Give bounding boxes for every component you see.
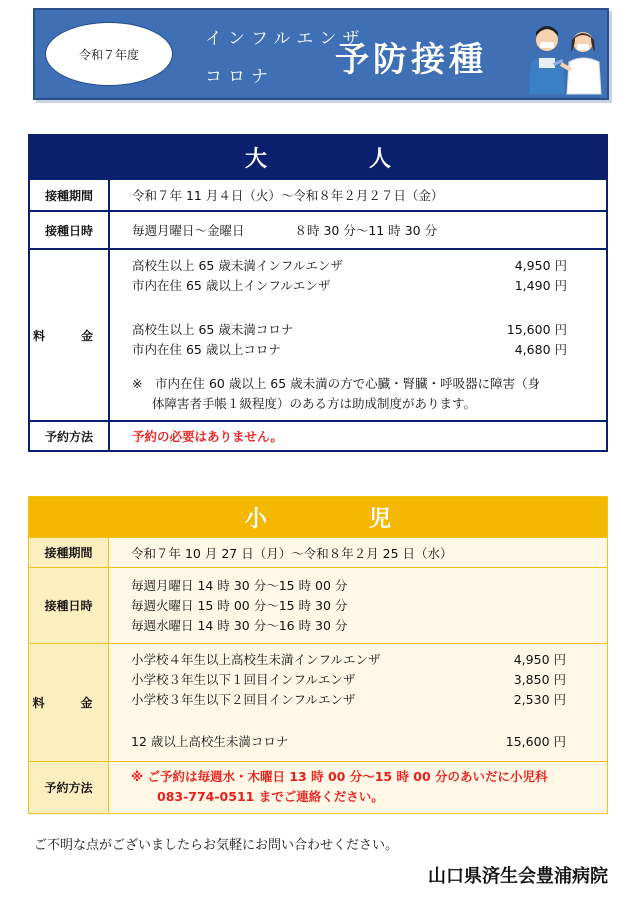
child-reservation-row [29, 761, 607, 813]
child-datetime-row [29, 567, 607, 643]
child-fee-row [29, 643, 607, 761]
adult-reservation-value: 予約の必要はありません。 [132, 429, 283, 444]
adult-fee-item: 高校生以上 65 歳未満インフルエンザ 4,950 円 [132, 258, 567, 273]
adult-period-row [30, 178, 606, 210]
vaccination-illustration-icon [525, 18, 605, 96]
adult-datetime-label: 接種日時 [30, 212, 110, 248]
child-datetime-line: 毎週月曜日 14 時 30 分～15 時 00 分 [131, 578, 348, 593]
child-datetime-line: 毎週火曜日 15 時 00 分～15 時 30 分 [131, 598, 348, 613]
child-fee-item: 小学校３年生以下１回目インフルエンザ 3,850 円 [131, 672, 566, 687]
adult-datetime-row [30, 210, 606, 248]
child-title: 小 児 [29, 497, 607, 537]
child-fee-item: 小学校４年生以上高校生未満インフルエンザ 4,950 円 [131, 652, 566, 667]
adult-fee-item: 市内在住 65 歳以上インフルエンザ 1,490 円 [132, 278, 567, 293]
header-banner [33, 8, 609, 100]
year-badge: 令和７年度 [45, 22, 173, 86]
child-reservation-line1: ※ ご予約は毎週水・木曜日 13 時 00 分～15 時 00 分のあいだに小児科 [131, 769, 548, 784]
header-line-corona: コロナ [205, 67, 274, 87]
child-period-label: 接種期間 [29, 538, 109, 567]
child-datetime-line: 毎週水曜日 14 時 30 分～16 時 30 分 [131, 618, 348, 633]
inquiry-text: ご不明な点がございましたらお気軽にお問い合わせください。 [34, 838, 399, 853]
child-fee-label: 料 金 [32, 696, 105, 710]
adult-note-line1: ※ 市内在住 60 歳以上 65 歳未満の方で心臓・腎臓・呼吸器に障害（身 [132, 376, 541, 391]
child-period-row [29, 537, 607, 567]
adult-datetime-value: 毎週月曜日～金曜日 ８時 30 分～11 時 30 分 [132, 223, 438, 238]
adult-period-label: 接種期間 [30, 180, 110, 210]
adult-fee-item: 市内在住 65 歳以上コロナ 4,680 円 [132, 342, 567, 357]
adult-period-value: 令和７年 11 月４日（火）～令和８年２月２７日（金） [132, 188, 444, 203]
adult-section [28, 134, 608, 452]
child-period-value: 令和７年 10 月 27 日（月）～令和８年２月 25 日（水） [131, 545, 453, 561]
child-section [28, 496, 608, 814]
header-line-influenza: インフルエンザ [205, 29, 366, 49]
child-datetime-label: 接種日時 [29, 568, 109, 643]
child-fee-item: 小学校３年生以下２回目インフルエンザ 2,530 円 [131, 692, 566, 707]
adult-title: 大 人 [30, 136, 606, 178]
child-fee-item: 12 歳以上高校生未満コロナ 15,600 円 [131, 734, 566, 749]
child-reservation-line2: 083-774-0511 までご連絡ください。 [157, 789, 384, 804]
adult-note-line2: 体障害者手帳１級程度）のある方は助成制度があります。 [152, 396, 477, 411]
adult-fee-item: 高校生以上 65 歳未満コロナ 15,600 円 [132, 322, 567, 337]
hospital-name: 山口県済生会豊浦病院 [428, 866, 608, 887]
child-reservation-label: 予約方法 [29, 762, 109, 813]
page-title: 予防接種 [335, 40, 487, 80]
adult-reservation-label: 予約方法 [30, 422, 110, 450]
adult-fee-row [30, 248, 606, 420]
adult-reservation-row [30, 420, 606, 450]
adult-fee-label: 料 金 [32, 328, 105, 343]
